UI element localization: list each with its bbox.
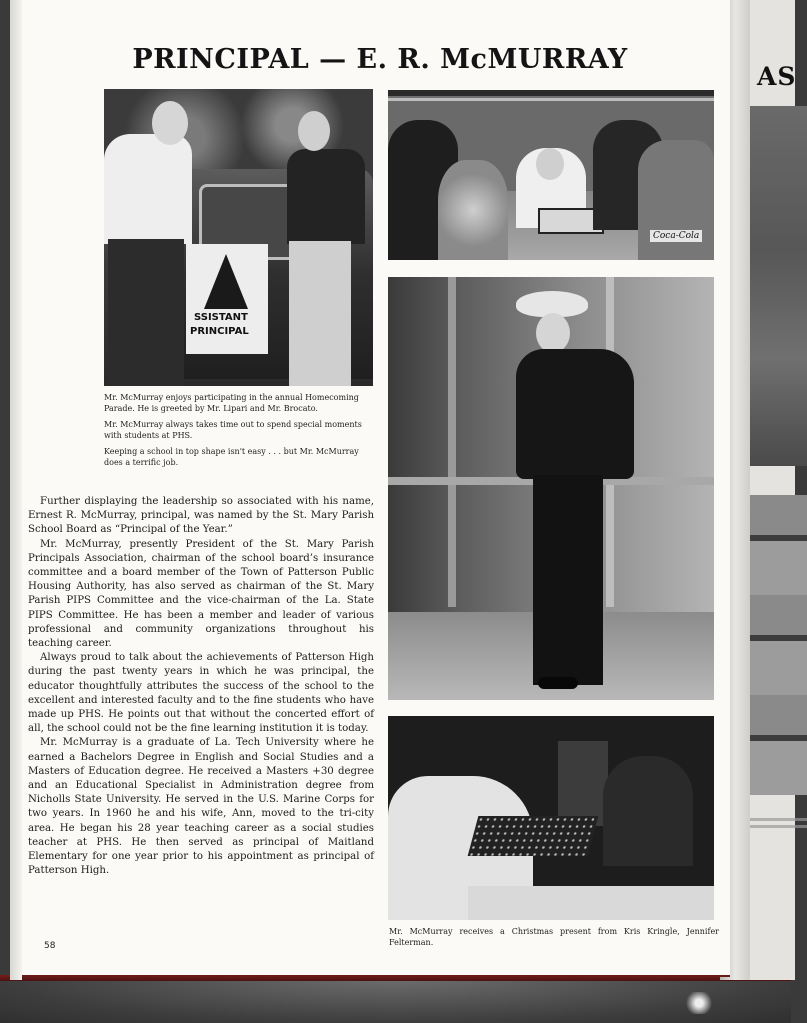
photo-homecoming-parade bbox=[104, 89, 373, 386]
table-surface bbox=[0, 978, 791, 1023]
sign-text-line2: PRINCIPAL bbox=[190, 326, 249, 337]
dark-shirt bbox=[516, 349, 634, 479]
principal-face bbox=[536, 313, 570, 353]
door-frame-left bbox=[448, 277, 456, 607]
photo-cowboy-hat-portrait bbox=[388, 277, 714, 700]
book-cover-edge bbox=[0, 975, 791, 981]
article-paragraph: Further displaying the leadership so associated with his name, Ernest R. McMurray, principal, was named by the St. Mary Parish School Board as “Principal of the Year.” bbox=[28, 496, 374, 536]
assistant-principal-sign bbox=[186, 244, 268, 354]
student-right bbox=[638, 140, 714, 260]
caption-christmas: Mr. McMurray receives a Christmas present from Kris Kringle, Jennifer Felterman. bbox=[389, 927, 719, 947]
background-doorway bbox=[558, 741, 608, 826]
photo-christmas-present bbox=[388, 716, 714, 920]
page-number: 58 bbox=[44, 941, 56, 951]
captions-block bbox=[104, 392, 376, 473]
principal-head bbox=[536, 148, 564, 180]
page-edge bbox=[10, 0, 22, 980]
facing-page-photo bbox=[747, 106, 807, 466]
counter bbox=[468, 886, 714, 920]
caption-students: Mr. McMurray always takes time out to spend special moments with students at PHS. bbox=[104, 420, 362, 440]
article-paragraph: Mr. McMurray, presently President of the St. Mary Parish Principals Association, chairman of the school board’s insurance committee and a board member of the Town of Patterson Public Housing Authority, has also served as chairman of the St. Mary Parish PIPS Committee and the vice-chairman of the La. State PIPS Committee. He has been a member and leader of various professional and community organizations throughout his teaching career. bbox=[28, 538, 374, 650]
facing-page-photo-bookshelf bbox=[747, 495, 807, 795]
article-body bbox=[28, 495, 374, 878]
dust-speck bbox=[684, 992, 714, 1014]
student-curly-hair bbox=[438, 160, 508, 260]
caption-homecoming: Mr. McMurray enjoys participating in the annual Homecoming Parade. He is greeted by Mr. Lipari and Mr. Brocato. bbox=[104, 393, 359, 413]
photo-students-moment bbox=[388, 90, 714, 260]
man-right-trousers bbox=[289, 241, 351, 386]
article-paragraph: Always proud to talk about the achievements of Patterson High during the past twenty years in which he was principal, the educator thoughtfully attributes the success of the school to the excellent and interested faculty and to the fine students who have made up PHS. He points out that without the concerted effort of all, the school could not be the fine learning institution it is today. bbox=[28, 652, 374, 735]
man-left-shirt bbox=[104, 134, 192, 244]
man-left-head bbox=[152, 101, 188, 145]
man-left-trousers bbox=[108, 239, 184, 386]
principal-in-dark bbox=[603, 756, 693, 866]
shoes bbox=[538, 677, 578, 689]
article-paragraph: Mr. McMurray is a graduate of La. Tech University where he earned a Bachelors Degree in English and Social Studies and a Masters of Education degree. He received a Masters +30 degree and an Educational Specialist in Administration degree from Nicholls State University. He served in the U.S. Marine Corps for two years. In 1960 he and his wife, Ann, moved to the tri-city area. He began his 28 year teaching career as a social studies teacher at PHS. He then served as principal of Maitland Elementary for one year prior to his appointment as principal of Patterson High. bbox=[28, 737, 374, 877]
man-right-shirt bbox=[287, 149, 365, 244]
sign-text-line1: SSISTANT bbox=[194, 312, 248, 323]
coca-cola-shirt-text: Coca-Cola bbox=[650, 230, 702, 242]
gift-package bbox=[468, 816, 599, 856]
caption-top-shape: Keeping a school in top shape isn't easy . . . but Mr. McMurray does a terrific job. bbox=[104, 447, 359, 467]
facing-page-title: AS bbox=[757, 62, 797, 91]
dark-trousers bbox=[533, 475, 603, 685]
man-right-head bbox=[298, 111, 330, 151]
facing-page-caption bbox=[747, 818, 807, 832]
sign-house-shape bbox=[204, 254, 248, 309]
page-title: PRINCIPAL — E. R. McMURRAY bbox=[132, 44, 628, 75]
